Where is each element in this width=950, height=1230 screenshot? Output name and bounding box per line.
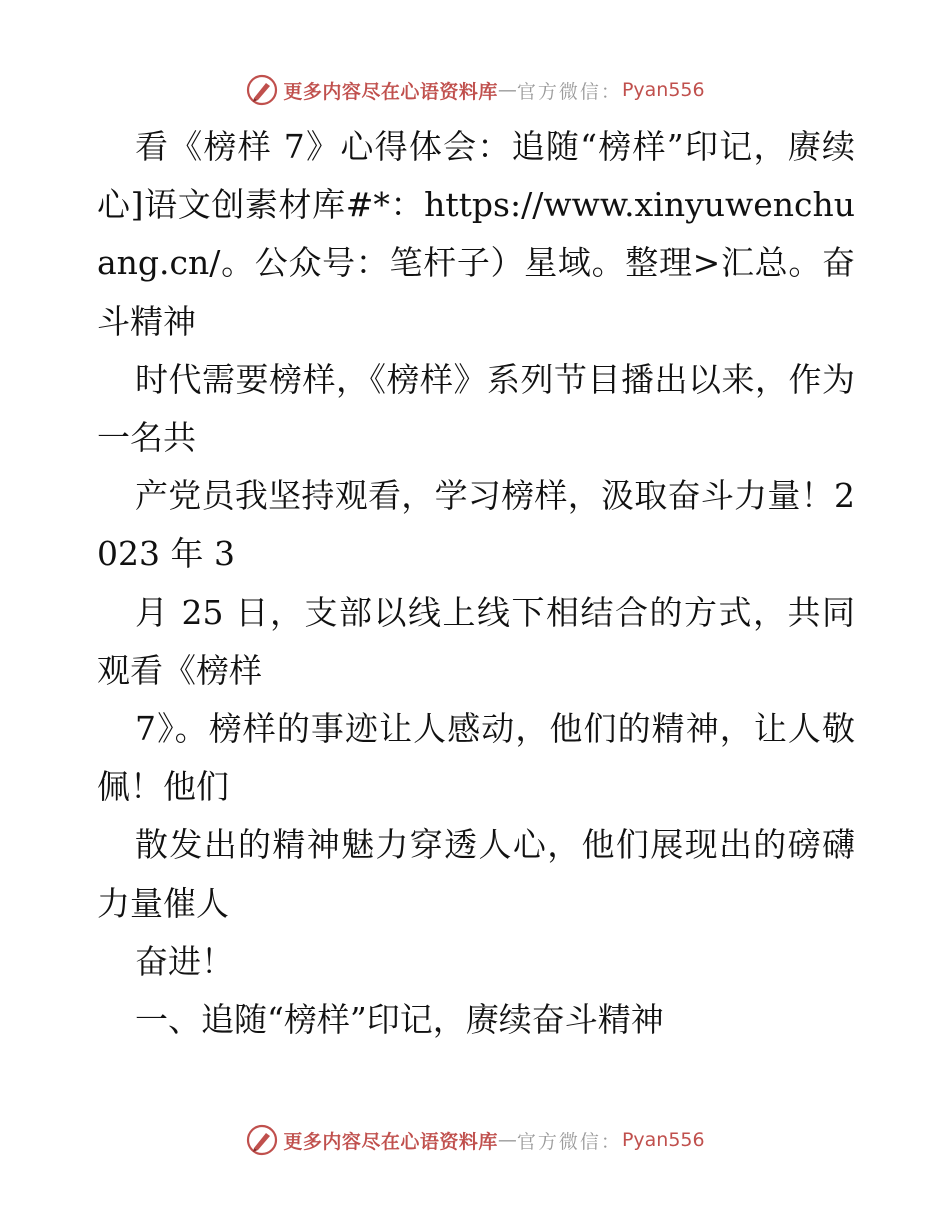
- banner-site-name: 更多内容尽在心语资料库: [283, 80, 498, 103]
- banner-wechat-label: 官方微信：: [516, 1130, 622, 1153]
- paragraph: 时代需要榜样，《榜样》系列节目播出以来，作为一名共: [97, 359, 855, 458]
- footer-banner: [0, 1118, 950, 1162]
- banner-wechat-id: Pyan556: [621, 1129, 705, 1151]
- banner-separator: —: [497, 1129, 517, 1151]
- paragraph: 产党员我坚持观看，学习榜样，汲取奋斗力量！2023 年 3: [97, 476, 855, 574]
- paragraph: 7》。榜样的事迹让人感动，他们的精神，让人敬佩！他们: [97, 709, 855, 807]
- header-banner: [0, 68, 950, 112]
- document-body: [97, 118, 855, 1049]
- paragraph: 散发出的精神魅力穿透人心，他们展现出的磅礴力量催人: [97, 825, 855, 923]
- banner-site-name: 更多内容尽在心语资料库: [283, 1130, 498, 1153]
- banner-wechat-id: Pyan556: [621, 79, 705, 101]
- paragraph: 月 25 日，支部以线上线下相结合的方式，共同观看《榜样: [97, 592, 855, 690]
- paragraph: 奋进！: [135, 941, 234, 981]
- pen-logo-icon: [245, 1123, 279, 1157]
- pen-logo-icon: [245, 73, 279, 107]
- banner-wechat-label: 官方微信：: [516, 80, 622, 103]
- section-heading: 一、追随“榜样”印记，赓续奋斗精神: [135, 1000, 664, 1040]
- paragraph-title: 看《榜样 7》心得体会：追随“榜样”印记，赓续心]语文创素材库#*：https://www.xinyuwenchuang.cn/。公众号：笔杆子）星域。整理>汇总。奋斗精神: [97, 127, 855, 341]
- banner-separator: —: [497, 79, 517, 101]
